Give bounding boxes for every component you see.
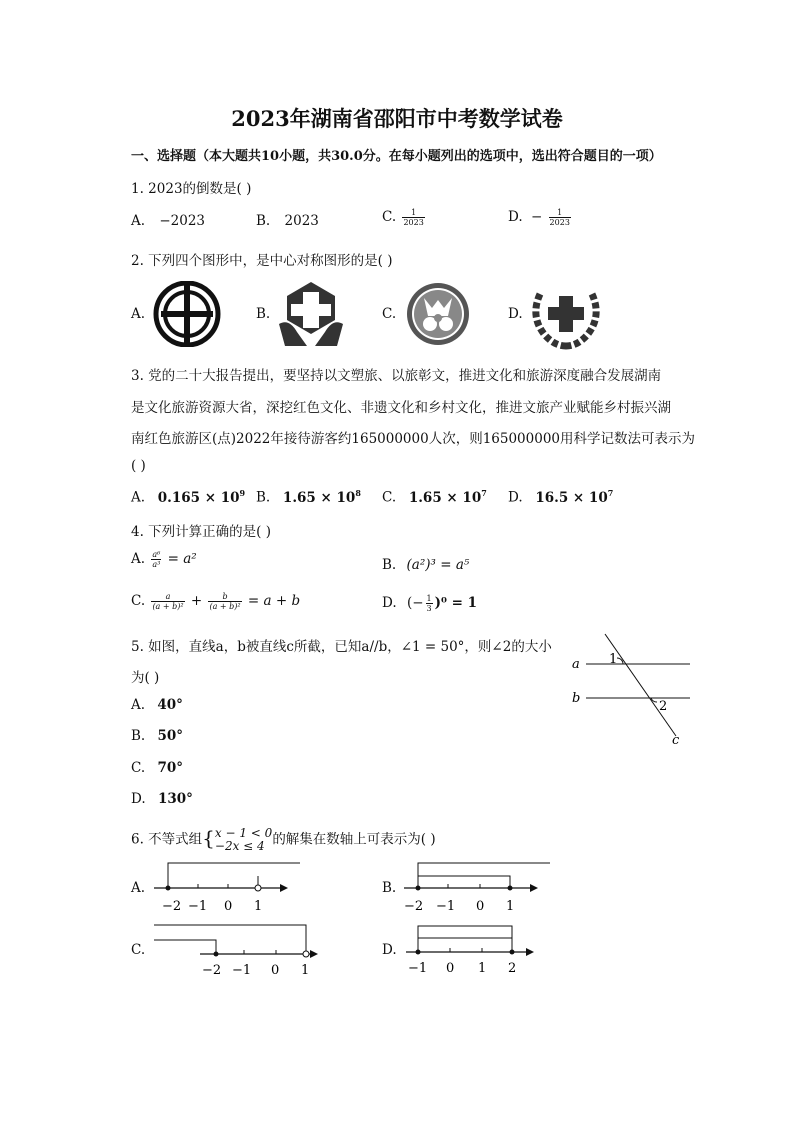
q6-a-number-line bbox=[150, 858, 306, 914]
q4-stem: 4. 下列计算正确的是( ) bbox=[131, 524, 271, 540]
q6-d-tick-4: 2 bbox=[508, 961, 517, 976]
q6-sys2: −2x ≤ 4 bbox=[214, 839, 265, 853]
q4-a-den: a³ bbox=[152, 560, 161, 569]
label-c: c bbox=[672, 733, 680, 748]
q3-b-exp: 8 bbox=[355, 488, 361, 498]
q3-option-a bbox=[131, 488, 245, 506]
q4-a-fraction bbox=[151, 550, 161, 569]
q4-a-rhs: = a² bbox=[167, 551, 197, 567]
q5-c-label: C. bbox=[131, 760, 146, 776]
q5-c-value: 70° bbox=[157, 760, 183, 776]
q4-c-num2: b bbox=[208, 592, 241, 602]
q3-d-base: 16.5 × 10 bbox=[535, 489, 608, 506]
q6-system bbox=[215, 827, 272, 853]
q2-b-logo-icon bbox=[275, 280, 347, 350]
q4-option-b bbox=[382, 557, 469, 573]
q6-d-number-line bbox=[402, 920, 542, 978]
q1-b-label: B. bbox=[256, 213, 271, 229]
q6-b-number-line bbox=[400, 858, 556, 914]
q4-d-num: 1 bbox=[426, 594, 432, 603]
q1-d-sign: − bbox=[530, 209, 543, 225]
label-angle-2: 2 bbox=[659, 699, 668, 714]
q3-d-exp: 7 bbox=[607, 488, 614, 498]
q2-stem: 2. 下列四个图形中，是中心对称图形的是( ) bbox=[131, 253, 393, 269]
q4-b-expr: (a²)³ = a⁵ bbox=[406, 557, 470, 573]
q4-d-fraction bbox=[426, 594, 433, 613]
q6-b-label: B. bbox=[382, 880, 397, 896]
q1-a-label: A. bbox=[131, 213, 146, 229]
q5-d-value: 130° bbox=[157, 791, 193, 807]
q2-d-logo-icon bbox=[528, 280, 604, 350]
q3-a-label: A. bbox=[131, 489, 146, 506]
q1-c-den: 2023 bbox=[403, 218, 424, 227]
q4-d-open: (− bbox=[406, 595, 424, 611]
q6-sys1: x − 1 < 0 bbox=[214, 826, 273, 840]
label-b: b bbox=[572, 691, 581, 706]
line-c bbox=[605, 634, 676, 736]
page-title: 2023年湖南省邵阳市中考数学试卷 bbox=[231, 106, 563, 131]
q5-option-a bbox=[131, 697, 183, 713]
q1-c-num: 1 bbox=[402, 208, 424, 218]
q5-figure bbox=[568, 630, 696, 748]
q5-a-value: 40° bbox=[157, 697, 183, 713]
q1-stem: 1. 2023的倒数是( ) bbox=[131, 181, 252, 197]
q6-b-tick-2: −1 bbox=[436, 899, 456, 914]
q4-a-label: A. bbox=[131, 551, 146, 567]
q4-c-den2: (a + b)² bbox=[209, 602, 241, 611]
q1-option-d bbox=[508, 208, 573, 227]
q2-c-label: C. bbox=[382, 306, 397, 322]
q5-b-value: 50° bbox=[157, 728, 184, 744]
q4-option-d bbox=[382, 594, 477, 613]
q5-option-c bbox=[131, 760, 183, 776]
q5-b-label: B. bbox=[131, 728, 146, 744]
q4-c-plus: + bbox=[190, 593, 203, 609]
q6-c-tick-2: −1 bbox=[232, 963, 252, 978]
q3-a-base: 0.165 × 10 bbox=[157, 489, 240, 506]
q4-d-den: 3 bbox=[426, 604, 432, 613]
q2-d-label: D. bbox=[508, 306, 523, 322]
q6-stem-pre: 6. 不等式组 bbox=[131, 831, 203, 848]
q5-a-label: A. bbox=[131, 697, 146, 713]
q2-c-logo-icon bbox=[404, 280, 472, 348]
label-angle-1: 1 bbox=[609, 652, 618, 667]
q5-option-d bbox=[131, 791, 193, 807]
q1-option-c bbox=[382, 208, 427, 227]
q6-stem-post: 的解集在数轴上可表示为( ) bbox=[272, 831, 436, 848]
q5-option-b bbox=[131, 728, 183, 744]
q3-c-label: C. bbox=[382, 489, 397, 506]
q6-b-tick-4: 1 bbox=[506, 899, 515, 914]
q6-c-tick-1: −2 bbox=[202, 963, 222, 978]
q4-c-label: C. bbox=[131, 593, 146, 609]
q6-d-tick-2: 0 bbox=[446, 961, 455, 976]
q4-c-rhs: = a + b bbox=[247, 593, 301, 609]
q6-c-number-line bbox=[150, 920, 322, 978]
q6-a-tick-2: −1 bbox=[188, 899, 208, 914]
q6-b-tick-3: 0 bbox=[476, 899, 485, 914]
q5-line2: 为( ) bbox=[131, 670, 160, 686]
q3-d-label: D. bbox=[508, 489, 523, 506]
q4-c-den1: (a + b)² bbox=[152, 602, 184, 611]
q4-b-label: B. bbox=[382, 557, 397, 573]
q4-c-fraction-1 bbox=[151, 592, 184, 611]
q2-a-label: A. bbox=[131, 306, 146, 322]
q6-d-label: D. bbox=[382, 942, 397, 958]
q6-c-label: C. bbox=[131, 942, 146, 958]
q3-b-label: B. bbox=[256, 489, 271, 506]
q6-c-tick-3: 0 bbox=[271, 963, 280, 978]
q1-d-label: D. bbox=[508, 209, 523, 225]
q6-b-tick-1: −2 bbox=[404, 899, 424, 914]
q3-b-base: 1.65 × 10 bbox=[282, 489, 356, 506]
q4-option-c bbox=[131, 592, 300, 611]
q1-option-a bbox=[131, 213, 205, 229]
q3-option-b bbox=[256, 488, 361, 506]
q6-a-tick-3: 0 bbox=[224, 899, 233, 914]
q4-c-fraction-2 bbox=[208, 592, 241, 611]
q4-d-label: D. bbox=[382, 595, 397, 611]
q6-d-tick-3: 1 bbox=[478, 961, 487, 976]
q4-option-a bbox=[131, 550, 197, 569]
q6-a-tick-1: −2 bbox=[162, 899, 182, 914]
q3-line1: 3. 党的二十大报告提出，要坚持以文塑旅、以旅彰文，推进文化和旅游深度融合发展湖南 bbox=[131, 368, 662, 384]
q1-d-num: 1 bbox=[549, 208, 571, 218]
q6-a-tick-4: 1 bbox=[254, 899, 263, 914]
q3-c-exp: 7 bbox=[481, 488, 487, 498]
q4-d-close: )⁰ = 1 bbox=[434, 595, 478, 611]
q3-option-d bbox=[508, 488, 613, 506]
label-a: a bbox=[572, 657, 580, 672]
q5-line1: 5. 如图，直线a，b被直线c所截，已知a//b，∠1 = 50°，则∠2的大小 bbox=[131, 639, 552, 655]
q1-option-b bbox=[256, 213, 319, 229]
q6-a-label: A. bbox=[131, 880, 146, 896]
q1-c-fraction bbox=[402, 208, 424, 227]
q3-c-base: 1.65 × 10 bbox=[408, 489, 482, 506]
q3-option-c bbox=[382, 488, 487, 506]
q3-line3: 南红色旅游区(点)2022年接待游客约165000000人次，则165000000用科学记数法可表示为 bbox=[131, 431, 695, 447]
q5-d-label: D. bbox=[131, 791, 146, 807]
section-heading: 一、选择题（本大题共10小题，共30.0分。在每小题列出的选项中，选出符合题目的一项） bbox=[131, 149, 662, 164]
q4-a-num: a⁶ bbox=[152, 550, 161, 559]
q4-c-num1: a bbox=[151, 592, 184, 602]
q2-b-label: B. bbox=[256, 306, 271, 322]
q1-d-den: 2023 bbox=[549, 218, 570, 227]
q6-stem: 6. 不等式组{ x − 1 < 0 −2x ≤ 4 的解集在数轴上可表示为( ) bbox=[131, 826, 436, 853]
q2-a-logo-icon bbox=[152, 281, 222, 347]
q6-d-tick-1: −1 bbox=[408, 961, 428, 976]
q1-c-label: C. bbox=[382, 209, 397, 225]
q3-line2: 是文化旅游资源大省，深挖红色文化、非遗文化和乡村文化，推进文旅产业赋能乡村振兴湖 bbox=[131, 400, 671, 416]
q6-c-tick-4: 1 bbox=[301, 963, 310, 978]
q3-line4: ( ) bbox=[131, 458, 146, 474]
q3-a-exp: 9 bbox=[239, 488, 246, 498]
q1-d-fraction bbox=[549, 208, 571, 227]
q1-a-value: −2023 bbox=[159, 213, 206, 229]
q1-b-value: 2023 bbox=[284, 213, 319, 229]
